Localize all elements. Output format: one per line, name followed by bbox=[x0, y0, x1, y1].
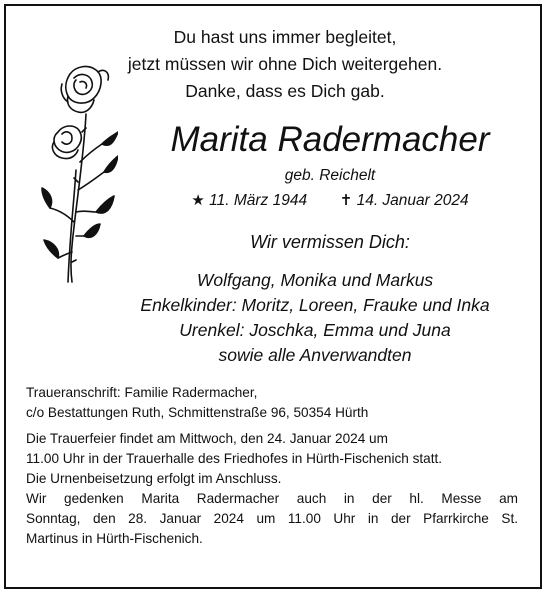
death-cross-icon: ✝ bbox=[339, 192, 353, 209]
poem-line: Du hast uns immer begleitet, bbox=[173, 27, 397, 47]
birth-star-icon: ★ bbox=[191, 192, 205, 209]
ceremony-line: Die Urnenbeisetzung erfolgt im Anschluss. bbox=[26, 471, 282, 486]
mourner-line: Urenkel: Joschka, Emma und Juna bbox=[179, 320, 451, 340]
death-date: 14. Januar 2024 bbox=[356, 192, 469, 209]
poem-line: Danke, dass es Dich gab. bbox=[185, 81, 385, 101]
mass-line: Sonntag, den 28. Januar 2024 um 11.00 Uhr in der Pfarrkirche St. bbox=[26, 511, 518, 526]
memorial-poem bbox=[90, 24, 480, 105]
notice-details bbox=[26, 383, 518, 549]
mass-line: Wir gedenken Marita Radermacher auch in der hl. Messe am bbox=[26, 491, 518, 506]
mourner-line: Enkelkinder: Moritz, Loreen, Frauke und Inka bbox=[140, 295, 490, 315]
ceremony-line: 11.00 Uhr in der Trauerhalle des Friedhofes in Hürth-Fischenich statt. bbox=[26, 451, 443, 466]
birth-date: 11. März 1944 bbox=[209, 192, 308, 209]
address-line: c/o Bestattungen Ruth, Schmittenstraße 96, 50354 Hürth bbox=[26, 405, 369, 420]
deceased-name: Marita Radermacher bbox=[170, 120, 490, 159]
poem-line: jetzt müssen wir ohne Dich weitergehen. bbox=[127, 54, 443, 74]
ceremony-line: Die Trauerfeier findet am Mittwoch, den 24. Januar 2024 um bbox=[26, 431, 388, 446]
mourner-line: sowie alle Anverwandten bbox=[218, 345, 412, 365]
life-dates bbox=[130, 190, 530, 212]
mourning-address bbox=[26, 383, 518, 423]
address-line: Traueranschrift: Familie Radermacher, bbox=[26, 385, 258, 400]
birth-name: geb. Reichelt bbox=[284, 167, 376, 184]
ceremony-info bbox=[26, 429, 518, 549]
mass-line: Martinus in Hürth-Fischenich. bbox=[26, 531, 203, 546]
mourners-list bbox=[110, 268, 520, 368]
mourner-line: Wolfgang, Monika und Markus bbox=[196, 270, 434, 290]
missing-text: Wir vermissen Dich: bbox=[250, 232, 410, 252]
